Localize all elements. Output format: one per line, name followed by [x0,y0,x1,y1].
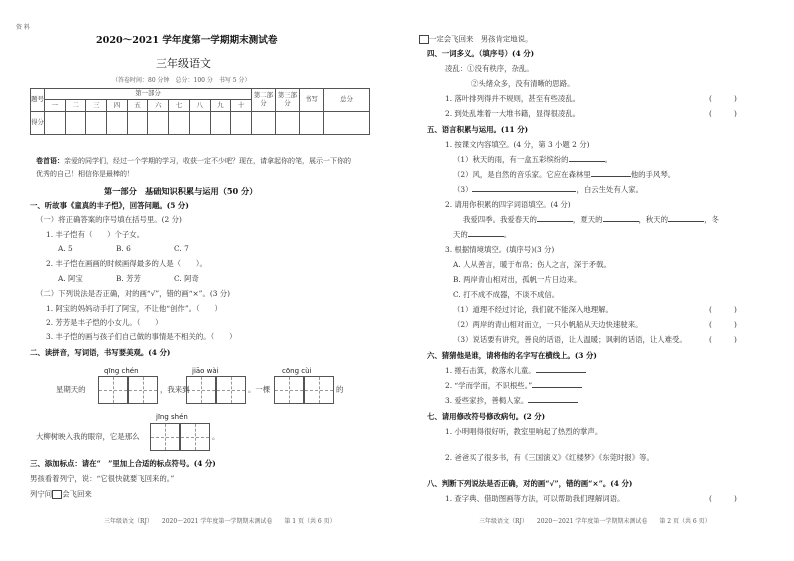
question-number: 八 [189,100,210,112]
footer: 三年级语文（RJ） 2020～2021 学年度第一学期期末测试卷 第 2 页（共 6 页） [479,518,711,525]
total-header: 总分 [324,89,370,112]
score-cell[interactable] [86,112,107,135]
sick-sentence-2: 2. 爸爸买了很多书，有《三国演义》《红楼梦》《东莞时报》等。 [445,453,654,462]
section-2-heading: 二、读拼音，写词语，书写要美观。(4 分) [30,348,171,357]
question-5-3: 3. 根据情境填空。(填序号)(3 分) [445,245,555,254]
punctuation-sentence-2: 列宁问 会飞回来 [30,489,92,499]
score-cell[interactable] [127,112,148,135]
judge-statement-1: 1. 查字典、借助图画等方法，可以帮助我们理解词语。 [445,494,625,503]
option-b[interactable]: B. 芳芳 [116,274,141,283]
sentence-text: 。一棵 [248,385,271,394]
blank-line[interactable] [528,402,578,403]
fill-blank-3: （3） ，白云生处有人家。 [453,185,644,194]
answer-parens[interactable]: ( ) [709,94,737,103]
blank-line[interactable] [532,387,582,388]
punctuation-box[interactable] [52,490,62,499]
score-cell[interactable] [189,112,210,135]
answer-parens[interactable]: ( ) [709,320,737,329]
writing-grid[interactable] [150,423,180,451]
score-cell[interactable] [45,112,66,135]
pinyin-1: qīng chén [104,367,139,375]
part3-header: 第三部分 [276,89,300,112]
section-1b-instruction: （二）下列说法是否正确，对的画“√”，错的画“×”。(3 分) [36,289,231,298]
part1-header: 第一部分 [45,89,252,100]
question-1: 1. 丰子恺有（ ）个子女。 [46,230,145,239]
four-word-fill-cont: 天的 。 [453,230,512,239]
section-1a-instruction: （一）将正确答案的序号填在括号里。(2 分) [36,215,182,224]
sick-sentence-1: 1. 小明唱得很好听，教室里响起了热烈的掌声。 [445,427,603,436]
question-5-1: 1. 按课文内容填空。(4 分，第 3 小题 2 分) [445,140,590,149]
sentence-text: 的 [336,385,344,394]
question-number: 三 [86,100,107,112]
intro-line-2: 优秀的自己！相信你是最棒的！ [36,170,134,178]
score-cell[interactable] [148,112,169,135]
punctuation-box[interactable] [419,35,429,44]
option-c: C. 打不成不成器，不谈不成信。 [453,290,560,299]
section-7-heading: 七、请用修改符号修改病句。(2 分) [427,412,546,421]
blank-line[interactable] [537,221,573,222]
writing-header: 书写 [300,89,324,112]
row-header-number: 题号 [31,89,45,112]
score-cell[interactable] [276,112,300,135]
exam-subtitle: 三年级语文 [156,57,211,70]
blank-line[interactable] [591,176,631,177]
writing-grid[interactable] [128,376,158,404]
blank-line[interactable] [603,221,639,222]
part1-heading: 第一部分 基础知识积累与运用（50 分） [104,186,258,196]
exam-info: （答卷时间：80 分钟 总分：100 分 书写 5 分） [112,77,251,84]
judge-item-2: 2. 芳芳是丰子恺的小女儿。（ ） [46,318,163,327]
blank-line[interactable] [569,161,605,162]
guess-3: 3. 爱些家抮，善梮人家。 [445,397,578,406]
score-cell[interactable] [231,112,252,135]
writing-grid[interactable] [216,376,246,404]
writing-grid[interactable] [98,376,128,404]
option-c[interactable]: C. 阿奇 [174,274,199,283]
sentence-text: ，我来到 [160,385,190,394]
question-number: 十 [231,100,252,112]
blank-line[interactable] [668,221,704,222]
answer-parens[interactable]: ( ) [709,494,737,503]
context-1: （1）道理不经过讨论，我们就不能深入地理解。 [453,305,613,314]
question-number: 四 [107,100,128,112]
sentence-text: 大柳树映入我的眼帘，它是那么 [36,432,140,441]
fill-blank-2: （2）风，是自然的音乐家。它应在森林里 他的手风琴。 [453,170,676,179]
score-cell[interactable] [324,112,370,135]
punctuation-continuation: 一定会飞回来 男孩肯定地说。 [419,35,532,44]
question-2: 2. 丰子恺在画画的时候画得最多的人是（ ）。 [46,259,207,268]
score-cell[interactable] [107,112,128,135]
row-header-score: 得分 [31,112,45,135]
section-6-heading: 六、猜猜他是谁，请将他的名字写在横线上。(3 分) [427,351,597,360]
section-1-heading: 一、听故事《童真的丰子恺》，回答问题。(5 分) [30,201,189,210]
question-number: 一 [45,100,66,112]
blank-line[interactable] [468,236,504,237]
option-a[interactable]: A. 5 [58,244,73,253]
answer-parens[interactable]: ( ) [709,109,737,118]
guess-2: 2. “学而学而，不识根些。” [445,382,582,391]
context-3: （3）说话要有讲究，善良的话语，让人温暖；讽刺的话语，让人难受。 [453,335,687,344]
option-a[interactable]: A. 阿宝 [58,274,83,283]
context-2: （2）两岸的青山相对而立，一只小帆船从天边快速驶来。 [453,320,643,329]
page-right [397,0,794,561]
intro-line-1: 卷首语：亲爱的同学们，经过一个学期的学习，收获一定不少吧？现在，请拿起你的笔，展示一下你的 [36,156,351,165]
section-5-heading: 五、语言积累与运用。(11 分) [427,125,529,134]
meaning-question-1: 1. 落叶排列得并不规则，甚至有些凌乱。 [445,94,581,103]
question-number: 二 [65,100,86,112]
question-number: 九 [210,100,231,112]
writing-grid[interactable] [180,423,210,451]
definition-1: 凌乱：①没有秩序，杂乱。 [445,64,534,73]
answer-parens[interactable]: ( ) [709,335,737,344]
fill-blank-1: （1）秋天的雨，有一盒五彩缤纷的 。 [453,155,612,164]
meaning-question-2: 2. 到处乱堆着一大堆书籍，显得很凌乱。 [445,109,581,118]
blank-line[interactable] [472,191,576,192]
option-b: B. 两岸青山相对出，孤帆一片日边来。 [453,275,582,284]
pinyin-3: cōng cùi [282,367,312,375]
blank-line[interactable] [536,372,586,373]
score-cell[interactable] [65,112,86,135]
section-8-heading: 八、判断下列说法是否正确，对的画“√”，错的画“×”。(4 分) [427,479,633,488]
option-b[interactable]: B. 6 [116,244,131,253]
pinyin-2: jiāo wài [192,367,219,375]
writing-grid[interactable] [186,376,216,404]
sentence-text: 星期天的 [56,385,86,394]
exam-title: 2020～2021 学年度第一学期期末测试卷 [96,35,278,46]
four-word-fill: 我爱四季。我爱春天的 ，夏天的 ，秋天的 ，冬 [463,215,719,224]
guess-1: 1. 捲石击箕，救落水儿童。 [445,367,586,376]
score-cell[interactable] [252,112,276,135]
sentence-text: 。 [212,432,220,441]
score-table [30,88,370,135]
option-a: A. 人从善言，暖于布帛；伤人之言，深于矛戟。 [453,260,611,269]
question-number: 六 [148,100,169,112]
punctuation-sentence-1: 男孩看着列宁，说：“它很快就要飞回来的。” [30,474,175,483]
corner-mark: 资 料 [16,24,30,31]
definition-2: ②头绪众多，没有清晰的思路。 [471,79,575,88]
question-number: 七 [169,100,190,112]
writing-grid[interactable] [274,376,304,404]
pinyin-4: jīng shén [156,413,188,421]
section-3-heading: 三、添加标点：请在“ ”里加上合适的标点符号。(4 分) [30,459,216,468]
judge-item-1: 1. 阿宝的妈妈动手打了阿宝，不让他“创作”。（ ） [46,304,222,313]
part2-header: 第二部分 [252,89,276,112]
option-c[interactable]: C. 7 [174,244,189,253]
writing-grid[interactable] [304,376,334,404]
score-cell[interactable] [300,112,324,135]
section-4-heading: 四、一词多义。（填序号）(4 分) [427,49,535,58]
judge-item-3: 3. 丰子恺的画与孩子们自己做的事情是不相关的。（ ） [46,332,237,341]
score-cell[interactable] [210,112,231,135]
question-5-2: 2. 请用你积累的四字词语填空。(4 分) [445,200,571,209]
score-cell[interactable] [169,112,190,135]
footer: 三年级语文（RJ） 2020～2021 学年度第一学期期末测试卷 第 1 页（共 6 页） [104,518,336,525]
answer-parens[interactable]: ( ) [709,305,737,314]
question-number: 五 [127,100,148,112]
